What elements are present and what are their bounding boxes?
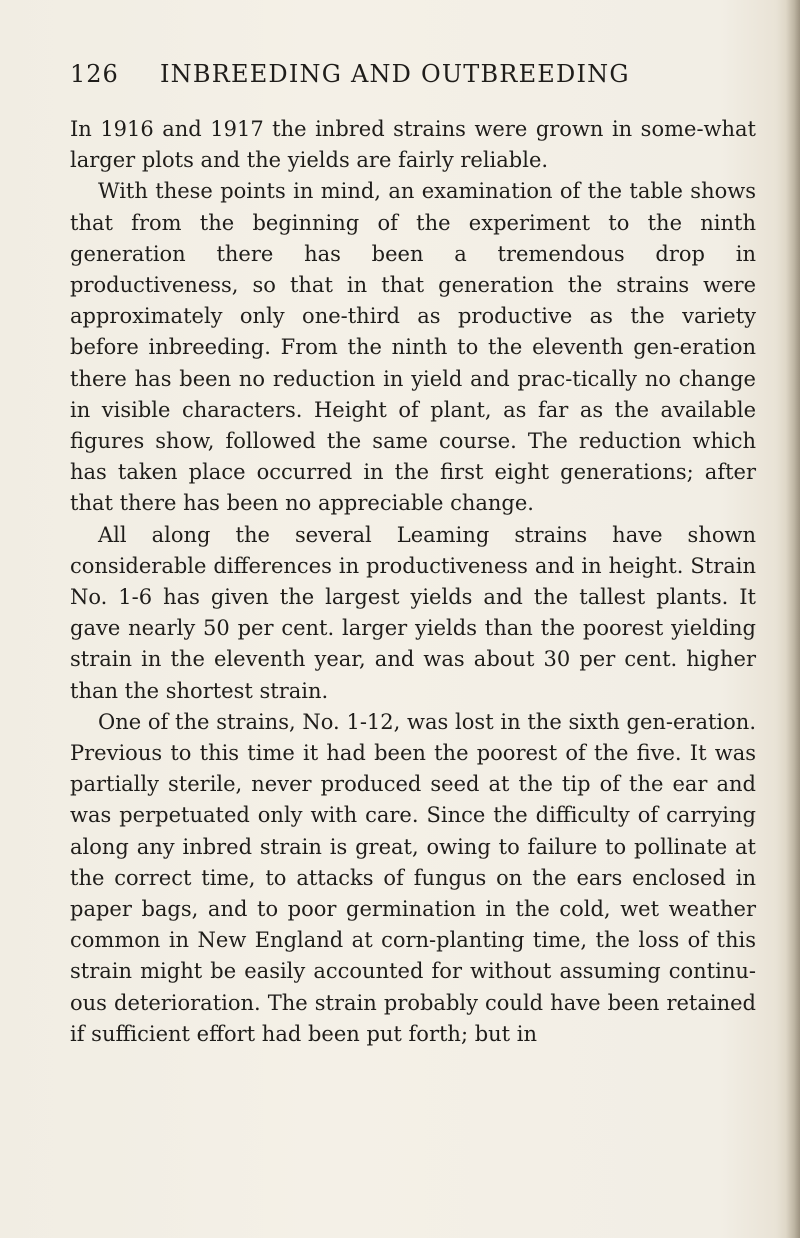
paragraph: One of the strains, No. 1-12, was lost in the sixth gen-eration. Previous to this time it had been the poorest of the five. It was partially sterile, never produced seed at the tip of the ear and was perpetuated only with care. Since the difficulty of carrying along any inbred strain is great, owing to failure to pollinate at the correct time, to attacks of fungus on the ears enclosed in paper bags, and to poor germination in the cold, wet weather common in New England at corn-planting time, the loss of this strain might be easily accounted for without assuming continu-ous deterioration. The strain probably could have been retained if sufficient effort had been put forth; but in [70,709,756,1046]
body-text [70,114,756,1050]
page-number: 126 [70,60,119,88]
running-head [70,60,750,100]
spine-shadow [786,0,800,1238]
paragraph: With these points in mind, an examination of the table shows that from the beginning of the experiment to the ninth generation there has been a tremendous drop in productiveness, so that in that generation the strains were approximately only one-third as productive as the variety before inbreeding. From the ninth to the eleventh gen-eration there has been no reduction in yield and prac-tically no change in visible characters. Height of plant, as far as the available figures show, followed the same course. The reduction which has taken place occurred in the first eight generations; after that there has been no appreciable change. [70,179,756,516]
running-title: INBREEDING AND OUTBREEDING [160,60,630,88]
paragraph-continuation: In 1916 and 1917 the inbred strains were grown in some-what larger plots and the yields are fairly reliable. [70,117,756,173]
paragraph: All along the several Leaming strains have shown considerable differences in productiveness and in height. Strain No. 1-6 has given the largest yields and the tallest plants. It gave nearly 50 per cent. larger yields than the poorest yielding strain in the eleventh year, and was about 30 per cent. higher than the shortest strain. [70,522,756,703]
